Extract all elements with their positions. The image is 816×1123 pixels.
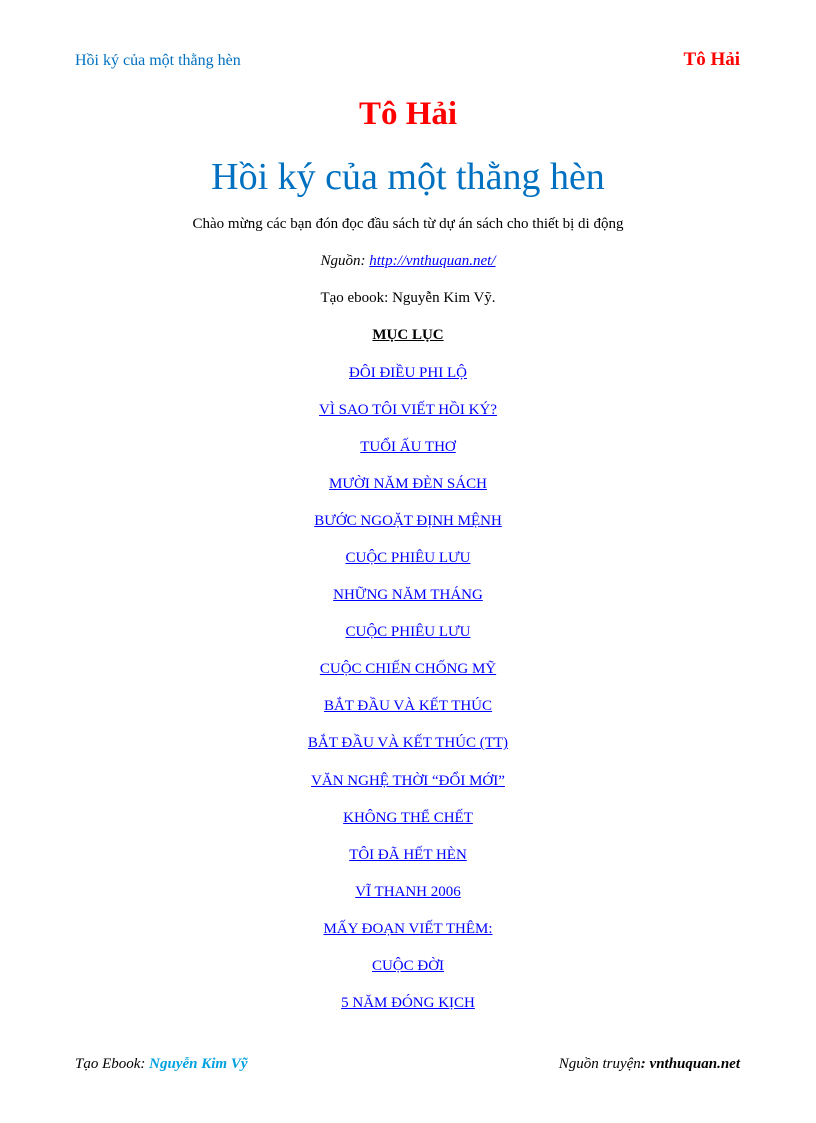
toc-link[interactable]: ĐÔI ĐIỀU PHI LỘ [349, 365, 467, 381]
book-author: Tô Hải [358, 96, 458, 132]
footer-creator-name: Nguyễn Kim Vỹ [149, 1056, 248, 1072]
footer-source [559, 1056, 740, 1073]
toc-link[interactable]: TUỔI ẤU THƠ [360, 439, 456, 456]
toc-link[interactable]: VĨ THANH 2006 [355, 883, 461, 900]
toc-link[interactable]: NHỮNG NĂM THÁNG [333, 587, 483, 604]
footer-source-site: vnthuquan.net [649, 1056, 740, 1072]
source-label: Nguồn: [320, 253, 370, 269]
toc-link[interactable]: 5 NĂM ĐÓNG KỊCH [341, 994, 475, 1011]
footer-separator: : [140, 1056, 150, 1072]
source-link[interactable]: http://vnthuquan.net/ [369, 253, 496, 269]
toc-link[interactable]: KHÔNG THỂ CHẾT [343, 809, 473, 826]
footer-creator-label: Tạo Ebook [75, 1056, 141, 1072]
source-line [0, 253, 816, 270]
book-title: Hồi ký của một thằng hèn [211, 156, 605, 198]
table-of-contents [0, 364, 816, 1031]
toc-heading: MỤC LỤC [372, 327, 444, 343]
toc-link[interactable]: VÌ SAO TÔI VIẾT HỒI KÝ? [319, 402, 497, 419]
intro-text: Chào mừng các bạn đón đọc đầu sách từ dự án sách cho thiết bị di động [192, 216, 624, 232]
toc-link[interactable]: MẤY ĐOẠN VIẾT THÊM: [323, 920, 493, 937]
creator-line: Tạo ebook: Nguyễn Kim Vỹ. [320, 290, 496, 306]
toc-link[interactable]: CUỘC PHIÊU LƯU [345, 624, 471, 641]
toc-link[interactable]: TÔI ĐÃ HẾT HÈN [349, 846, 467, 863]
toc-link[interactable]: BẮT ĐẦU VÀ KẾT THÚC [323, 698, 493, 715]
footer-source-label: Nguồn truyện [558, 1056, 641, 1072]
toc-link[interactable]: CUỘC CHIẾN CHỐNG MỸ [319, 661, 497, 678]
running-header-title: Hồi ký của một thằng hèn [75, 52, 241, 69]
toc-link[interactable]: VĂN NGHỆ THỜI “ĐỔI MỚI” [311, 772, 505, 789]
running-header-author: Tô Hải [683, 49, 740, 70]
toc-link[interactable]: BẮT ĐẦU VÀ KẾT THÚC (TT) [307, 735, 509, 752]
toc-link[interactable]: CUỘC PHIÊU LƯU [345, 550, 471, 567]
footer-creator [75, 1056, 248, 1073]
toc-link[interactable]: CUỘC ĐỜI [371, 957, 445, 974]
footer-separator: : [640, 1056, 650, 1072]
toc-link[interactable]: MƯỜI NĂM ĐÈN SÁCH [329, 476, 487, 493]
toc-link[interactable]: BƯỚC NGOẶT ĐỊNH MỆNH [314, 513, 502, 530]
